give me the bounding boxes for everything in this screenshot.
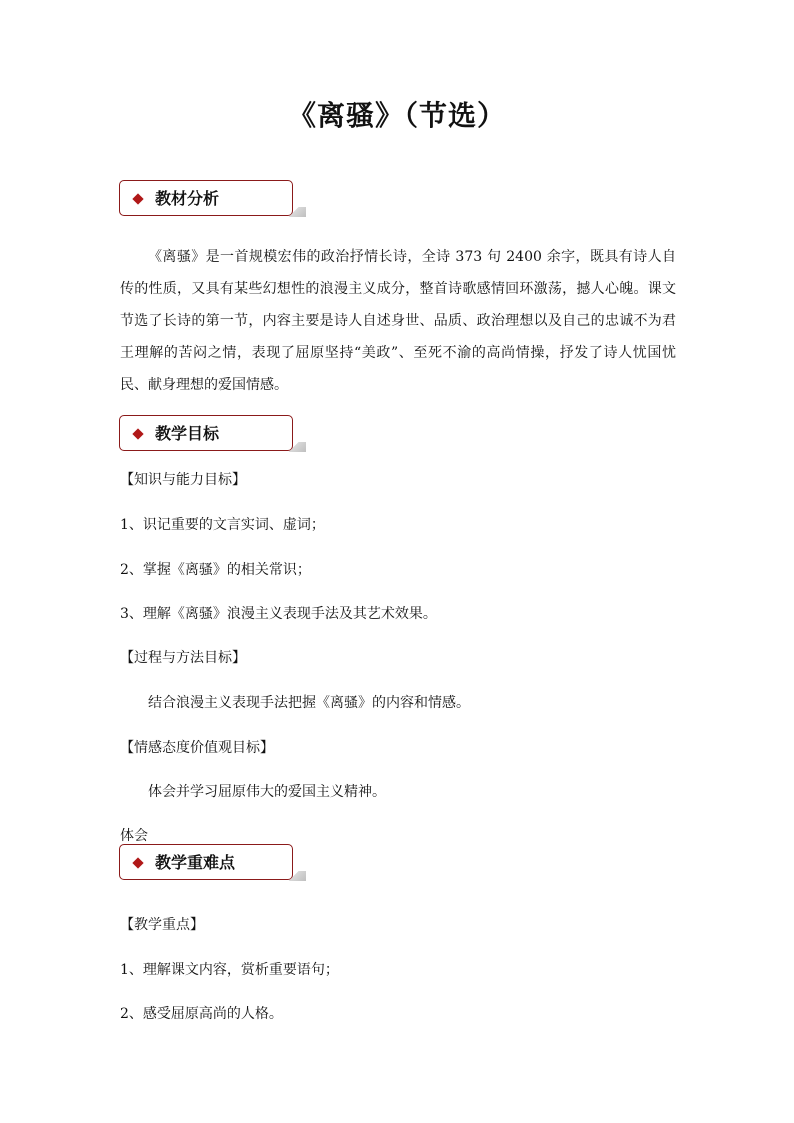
analysis-paragraph: 《离骚》是一首规模宏伟的政治抒情长诗，全诗 373 句 2400 余字，既具有诗人自传的性质，又具有某些幻想性的浪漫主义成分，整首诗歌感情回环激荡，撼人心魄。课文节选了长诗的第一节，内容主要是诗人自述身世、品质、政治理想以及自己的忠诚不为君王理解的苦闷之情，表现了屈原坚持“美政”、至死不渝的高尚情操，抒发了诗人忧国忧民、献身理想的爱国情感。 (120, 249, 676, 393)
header-corner-decoration (284, 207, 306, 217)
section-heading: 教材分析 (155, 189, 220, 208)
focus-item: 1、理解课文内容，赏析重要语句； (120, 962, 339, 978)
diamond-bullet-icon (132, 193, 143, 204)
section-header-goals (119, 415, 293, 451)
section-header-key-points (119, 844, 293, 880)
header-corner-decoration (284, 442, 306, 452)
section-heading: 教学重难点 (155, 853, 236, 872)
knowledge-item: 2、掌握《离骚》的相关常识； (120, 562, 311, 578)
stray-text: 体会 (120, 828, 148, 844)
page-title: 《离骚》（节选） (287, 99, 506, 132)
diamond-bullet-icon (132, 857, 143, 868)
emotion-text: 体会并学习屈原伟大的爱国主义精神。 (148, 784, 386, 800)
knowledge-item: 3、理解《离骚》浪漫主义表现手法及其艺术效果。 (120, 606, 437, 622)
process-heading: 【过程与方法目标】 (120, 650, 246, 666)
focus-item: 2、感受屈原高尚的人格。 (120, 1006, 283, 1022)
section-header-analysis (119, 180, 293, 216)
focus-heading: 【教学重点】 (120, 917, 204, 933)
diamond-bullet-icon (132, 428, 143, 439)
process-text: 结合浪漫主义表现手法把握《离骚》的内容和情感。 (148, 695, 470, 711)
emotion-heading: 【情感态度价值观目标】 (120, 740, 274, 756)
section-heading: 教学目标 (155, 424, 220, 443)
knowledge-heading: 【知识与能力目标】 (120, 472, 246, 488)
header-corner-decoration (284, 871, 306, 881)
knowledge-item: 1、识记重要的文言实词、虚词； (120, 517, 325, 533)
